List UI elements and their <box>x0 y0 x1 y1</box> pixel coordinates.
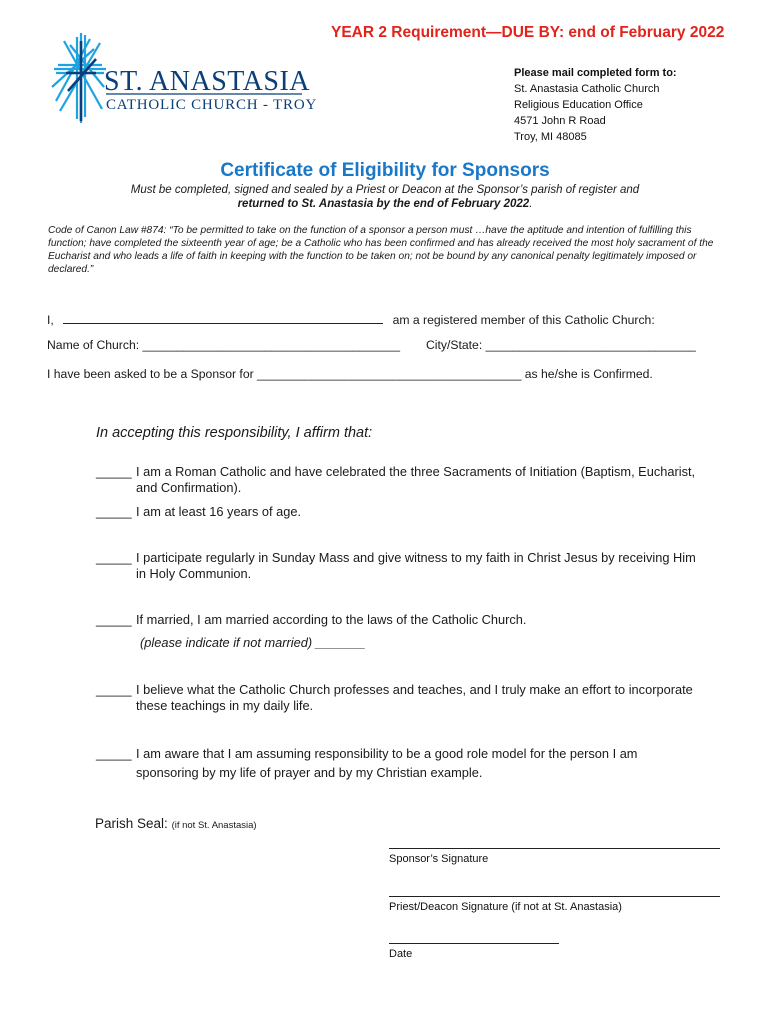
affirmation-text: If married, I am married according to the laws of the Catholic Church. <box>136 612 527 627</box>
affirmation-item <box>96 744 696 782</box>
affirmation-blank[interactable]: _____ <box>96 682 132 697</box>
affirmation-blank[interactable]: _____ <box>96 464 132 479</box>
seal-note: (if not St. Anastasia) <box>171 820 257 831</box>
affirmation-blank[interactable]: _____ <box>96 612 132 627</box>
affirmation-item <box>96 682 696 714</box>
church-name-field[interactable]: Name of Church: ______________________________________ <box>47 338 401 352</box>
mail-line: 4571 John R Road <box>514 115 606 127</box>
mailing-address <box>514 65 677 145</box>
seal-label: Parish Seal: <box>95 816 168 831</box>
affirmation-text: I am at least 16 years of age. <box>136 504 302 519</box>
canon-law-quote: Code of Canon Law #874: “To be permitted to take on the function of a sponsor a person must …have the aptitude and intention of fulfilling this function; have completed the sixteenth year of age; be a Catholic who has been confirmed and has already received the most holy sacrament of the Eucharist and who leads a life of faith in keeping with the function to be taken on; not be bound by any canonical penalty legitimately imposed or declared.” <box>48 225 714 275</box>
date-label: Date <box>389 948 413 960</box>
affirmation-item <box>96 464 696 496</box>
sponsor-signature-label: Sponsor’s Signature <box>389 853 489 865</box>
priest-signature-line[interactable] <box>389 896 720 897</box>
instructions-period: . <box>529 198 533 210</box>
affirmation-blank[interactable]: _____ <box>96 504 132 519</box>
affirmation-text: I participate regularly in Sunday Mass and give witness to my faith in Christ Jesus by receiving Him in Holy Communion. <box>136 550 696 581</box>
mail-line: Troy, MI 48085 <box>514 131 587 143</box>
sponsor-signature-line[interactable] <box>389 848 720 849</box>
affirmation-text: I am a Roman Catholic and have celebrated the three Sacraments of Initiation (Baptism, Eucharist, and Confirmation). <box>136 464 696 495</box>
affirmation-blank[interactable]: _____ <box>96 746 132 761</box>
logo-name: ST. ANASTASIA <box>104 66 310 97</box>
page-title: Certificate of Eligibility for Sponsors <box>220 160 550 181</box>
parish-seal <box>95 816 257 831</box>
affirmation-item <box>96 504 696 520</box>
due-notice: YEAR 2 Requirement—DUE BY: end of February 2022 <box>331 24 725 41</box>
affirmation-text: I am aware that I am assuming responsibility to be a good role model for the person I am sponsoring by my life of prayer and by my Christian example. <box>136 746 638 780</box>
mail-line: Religious Education Office <box>514 99 643 111</box>
i-label: I, <box>47 313 54 327</box>
name-field[interactable] <box>63 310 383 324</box>
city-state-field[interactable]: City/State: _______________________________ <box>426 338 696 352</box>
mail-heading: Please mail completed form to: <box>514 67 677 79</box>
affirm-heading: In accepting this responsibility, I affirm that: <box>96 425 373 441</box>
not-married-note[interactable]: (please indicate if not married) _______ <box>140 635 366 650</box>
date-line[interactable] <box>389 943 559 944</box>
affirmation-item <box>96 550 696 582</box>
affirmation-item <box>96 612 696 628</box>
instructions-line1: Must be completed, signed and sealed by a Priest or Deacon at the Sponsor’s parish of register and <box>130 184 640 196</box>
logo-subtitle: CATHOLIC CHURCH - TROY <box>106 97 318 113</box>
mail-line: St. Anastasia Catholic Church <box>514 83 660 95</box>
affirmation-blank[interactable]: _____ <box>96 550 132 565</box>
affirmation-text: I believe what the Catholic Church professes and teaches, and I truly make an effort to incorporate these teachings in my daily life. <box>136 682 693 713</box>
sponsor-for-field[interactable]: I have been asked to be a Sponsor for _______________________________________ as he/she is Confirmed. <box>47 367 653 381</box>
member-row <box>47 310 655 327</box>
instructions <box>90 183 680 211</box>
instructions-deadline: returned to St. Anastasia by the end of February 2022 <box>237 198 530 210</box>
member-text: am a registered member of this Catholic Church: <box>392 313 655 327</box>
priest-signature-label: Priest/Deacon Signature (if not at St. Anastasia) <box>389 901 622 913</box>
